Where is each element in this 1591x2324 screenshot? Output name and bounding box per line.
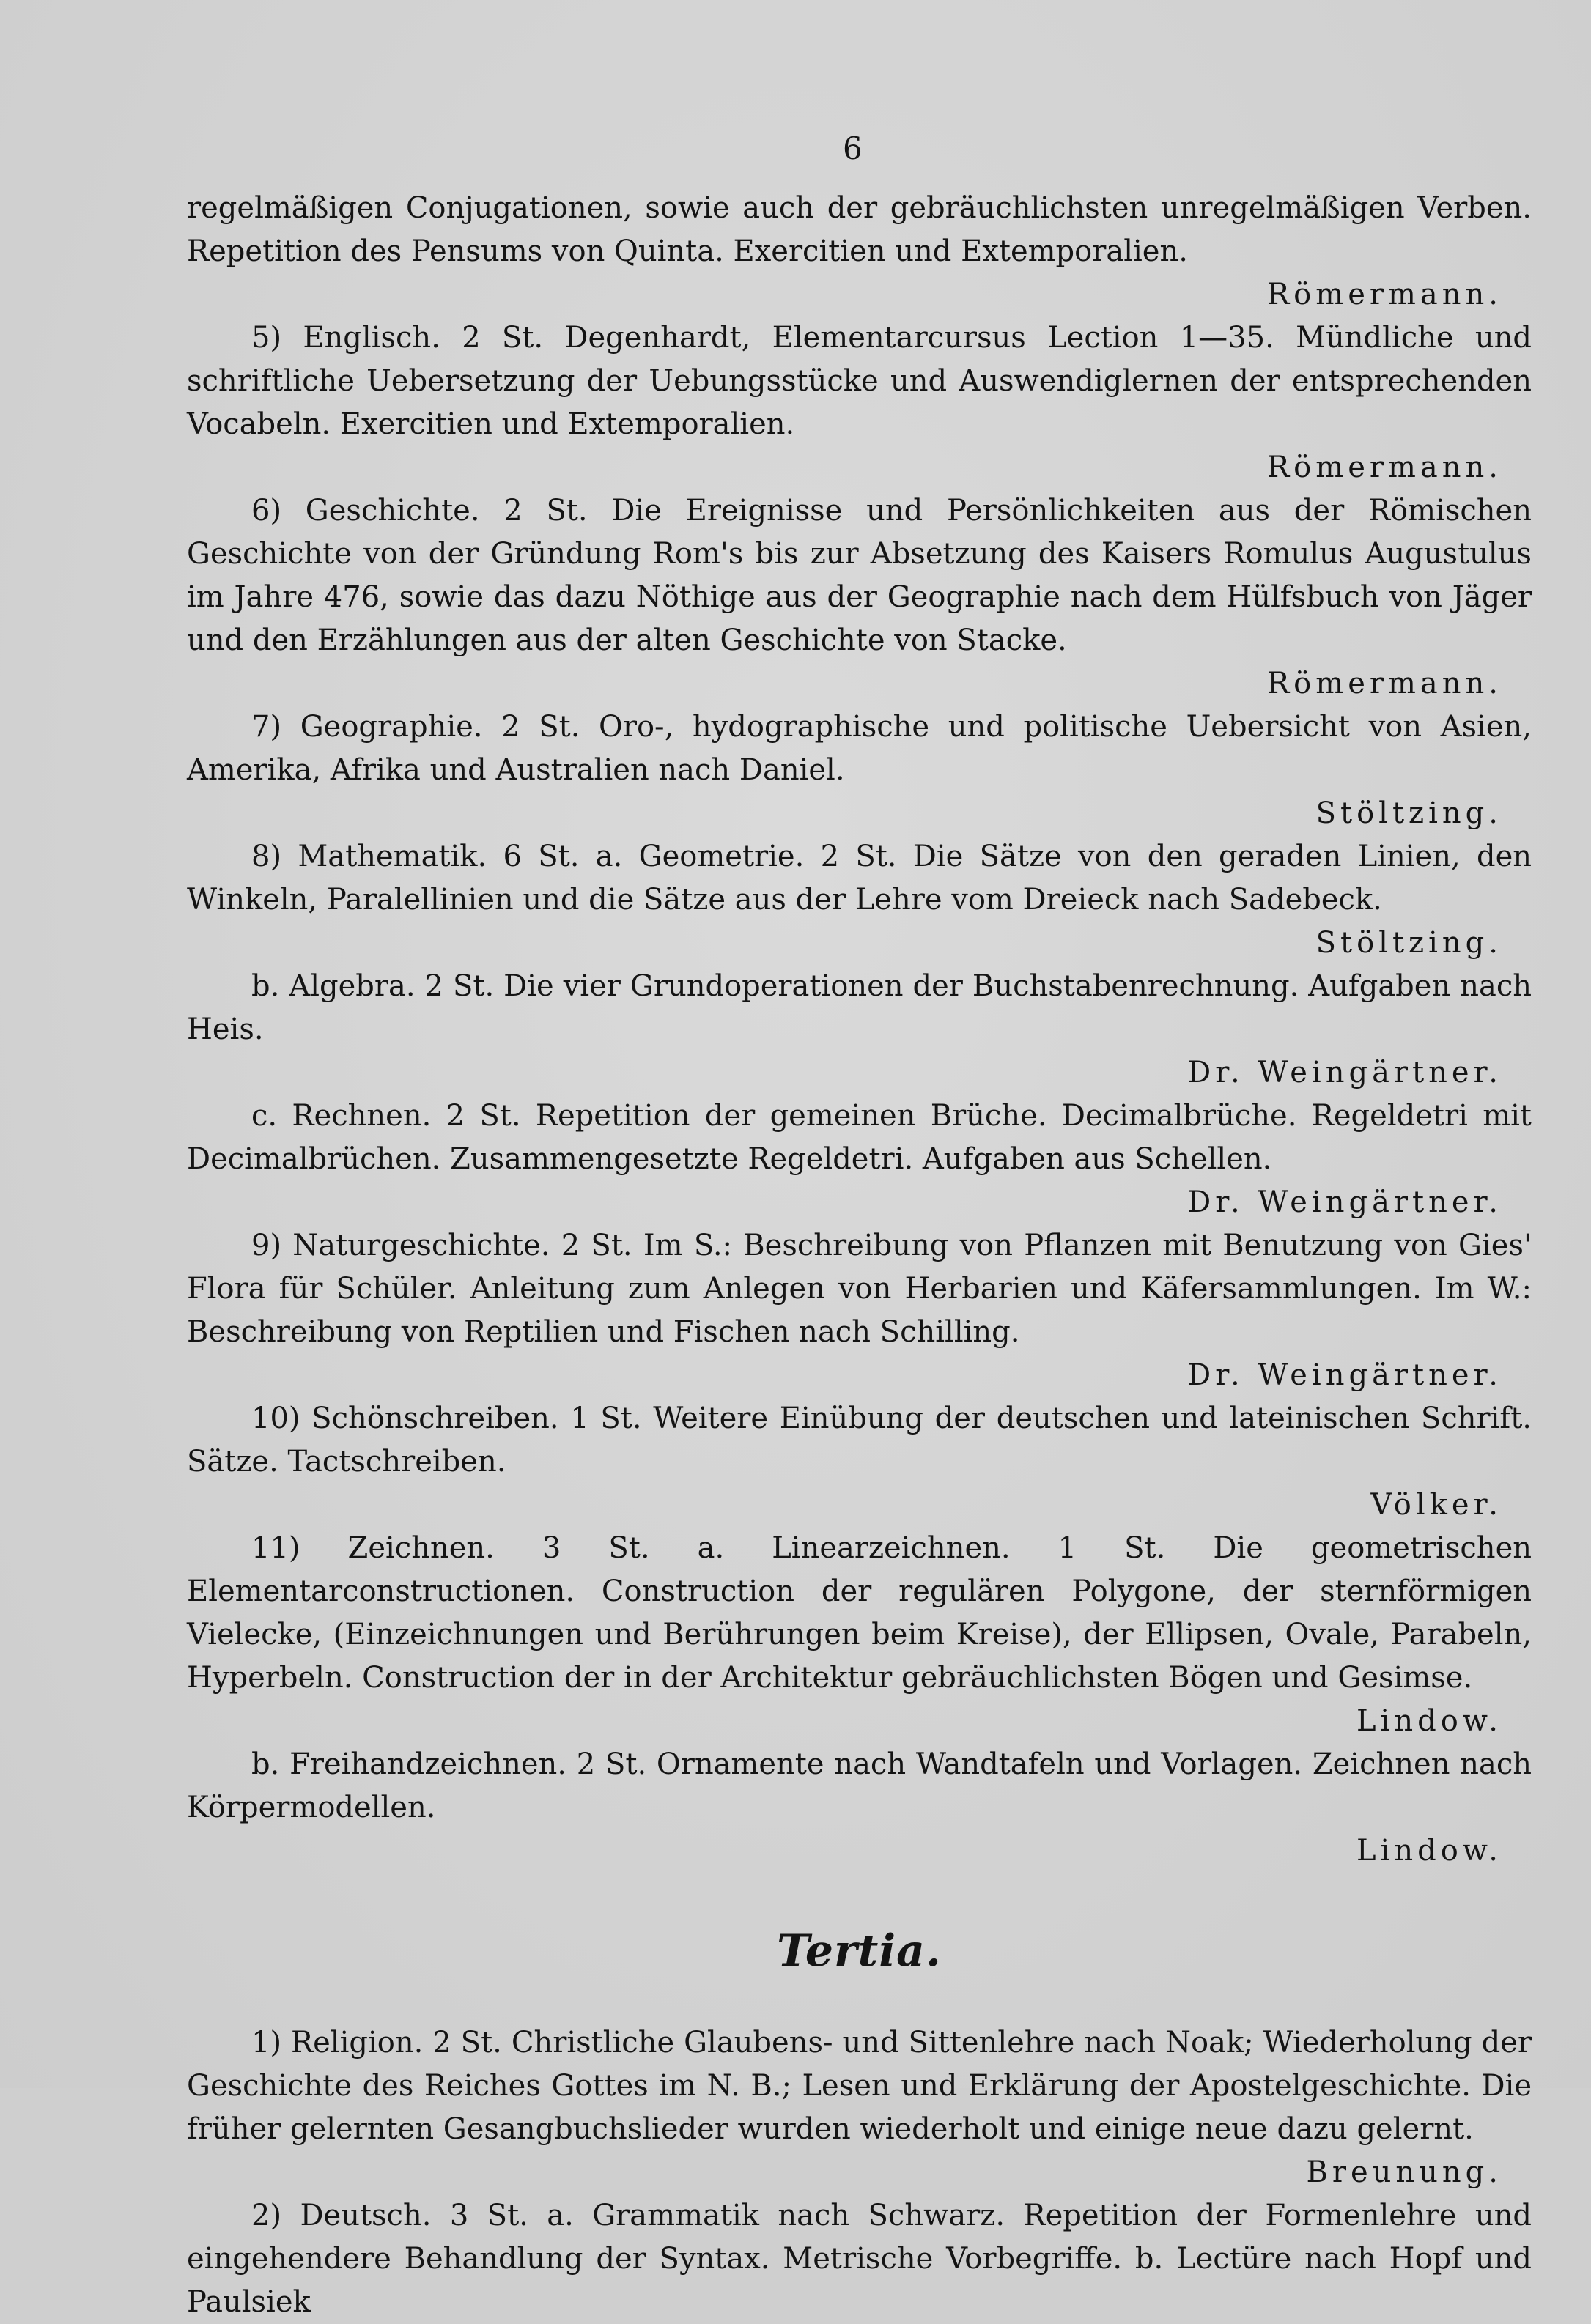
paragraph-schoenschreiben: [187, 1397, 1532, 1527]
paragraph-text: 1) Religion. 2 St. Christliche Glaubens- und Sittenlehre nach Noak; Wiederholung der Geschichte des Reiches Gottes im N. B.; Lesen und Erklärung der Apostelgeschichte. Die früher gelernten Gesangbuchslieder wurden wiederholt und einige neue dazu gelernt.: [187, 2026, 1532, 2146]
paragraph-text: b. Freihandzeichnen. 2 St. Ornamente nach Wandtafeln und Vorlagen. Zeichnen nach Körpermodellen.: [187, 1747, 1532, 1824]
paragraph-rechnen: [187, 1095, 1532, 1224]
paragraph-deutsch: [187, 2194, 1532, 2324]
paragraph-text: 11) Zeichnen. 3 St. a. Linearzeichnen. 1 St. Die geometrischen Elementarconstructionen. Construction der regulären Polygone, der sternförmigen Vielecke, (Einzeichnungen und Berührungen beim Kreise), der Ellipsen, Ovale, Parabeln, Hyperbeln. Construction der in der Architektur gebräuchlichsten Bögen und Gesimse.: [187, 1531, 1532, 1695]
paragraph-religion: [187, 2021, 1532, 2194]
paragraph-text: 6) Geschichte. 2 St. Die Ereignisse und Persönlichkeiten aus der Römischen Geschichte von der Gründung Rom's bis zur Absetzung des Kaisers Romulus Augustulus im Jahre 476, sowie das dazu Nöthige aus der Geographie nach dem Hülfsbuch von Jäger und den Erzählungen aus der alten Geschichte von Stacke.: [187, 494, 1532, 657]
paragraph-text: 8) Mathematik. 6 St. a. Geometrie. 2 St. Die Sätze von den geraden Linien, den Winkeln, Paralellinien und die Sätze aus der Lehre vom Dreieck nach Sadebeck.: [187, 840, 1532, 917]
paragraph-text: b. Algebra. 2 St. Die vier Grundoperationen der Buchstabenrechnung. Aufgaben nach Heis.: [187, 969, 1532, 1046]
paragraph-text: regelmäßigen Conjugationen, sowie auch der gebräuchlichsten unregelmäßigen Verben. Repetition des Pensums von Quinta. Exercitien und Extemporalien.: [187, 191, 1532, 268]
teacher-name: Lindow.: [1356, 1704, 1502, 1738]
paragraph-naturgeschichte: [187, 1224, 1532, 1397]
teacher-name: Römermann.: [1267, 278, 1502, 311]
paragraph-algebra: [187, 965, 1532, 1095]
document-body: [187, 187, 1532, 2324]
paragraph-text: 2) Deutsch. 3 St. a. Grammatik nach Schwarz. Repetition der Formenlehre und eingehendere Behandlung der Syntax. Metrische Vorbegriffe. b. Lectüre nach Hopf und Paulsiek: [187, 2199, 1532, 2319]
teacher-name: Dr. Weingärtner.: [1187, 1056, 1502, 1089]
teacher-name: Stöltzing.: [1315, 926, 1502, 960]
paragraph-zeichnen: [187, 1527, 1532, 1743]
page-number: 6: [843, 130, 863, 166]
teacher-name: Römermann.: [1267, 451, 1502, 484]
paragraph-freihandzeichnen: [187, 1743, 1532, 1873]
teacher-name: Lindow.: [1356, 1834, 1502, 1868]
paragraph-latin-continuation: [187, 187, 1532, 317]
paragraph-text: 5) Englisch. 2 St. Degenhardt, Elementarcursus Lection 1—35. Mündliche und schriftliche Uebersetzung der Uebungsstücke und Auswendiglernen der entsprechenden Vocabeln. Exercitien und Extemporalien.: [187, 321, 1532, 441]
teacher-name: Dr. Weingärtner.: [1187, 1185, 1502, 1219]
teacher-name: Dr. Weingärtner.: [1187, 1358, 1502, 1392]
paragraph-englisch: [187, 317, 1532, 489]
paragraph-geographie: [187, 706, 1532, 835]
paragraph-text: 9) Naturgeschichte. 2 St. Im S.: Beschreibung von Pflanzen mit Benutzung von Gies' Flora für Schüler. Anleitung zum Anlegen von Herbarien und Käfersammlungen. Im W.: Beschreibung von Reptilien und Fischen nach Schilling.: [187, 1229, 1532, 1349]
paragraph-text: 7) Geographie. 2 St. Oro-, hydographische und politische Uebersicht von Asien, Amerika, Afrika und Australien nach Daniel.: [187, 710, 1532, 787]
paragraph-geschichte: [187, 489, 1532, 706]
teacher-name: Breunung.: [1306, 2155, 1502, 2189]
paragraph-mathematik: [187, 835, 1532, 965]
paragraph-text: 10) Schönschreiben. 1 St. Weitere Einübung der deutschen und lateinischen Schrift. Sätze. Tactschreiben.: [187, 1402, 1532, 1479]
section-heading: Tertia.: [777, 1925, 942, 1977]
teacher-name: Stöltzing.: [1315, 796, 1502, 830]
teacher-name: Völker.: [1370, 1488, 1502, 1522]
teacher-name: Römermann.: [1267, 667, 1502, 700]
paragraph-text: c. Rechnen. 2 St. Repetition der gemeinen Brüche. Decimalbrüche. Regeldetri mit Decimalbrüchen. Zusammengesetzte Regeldetri. Aufgaben aus Schellen.: [187, 1099, 1532, 1176]
